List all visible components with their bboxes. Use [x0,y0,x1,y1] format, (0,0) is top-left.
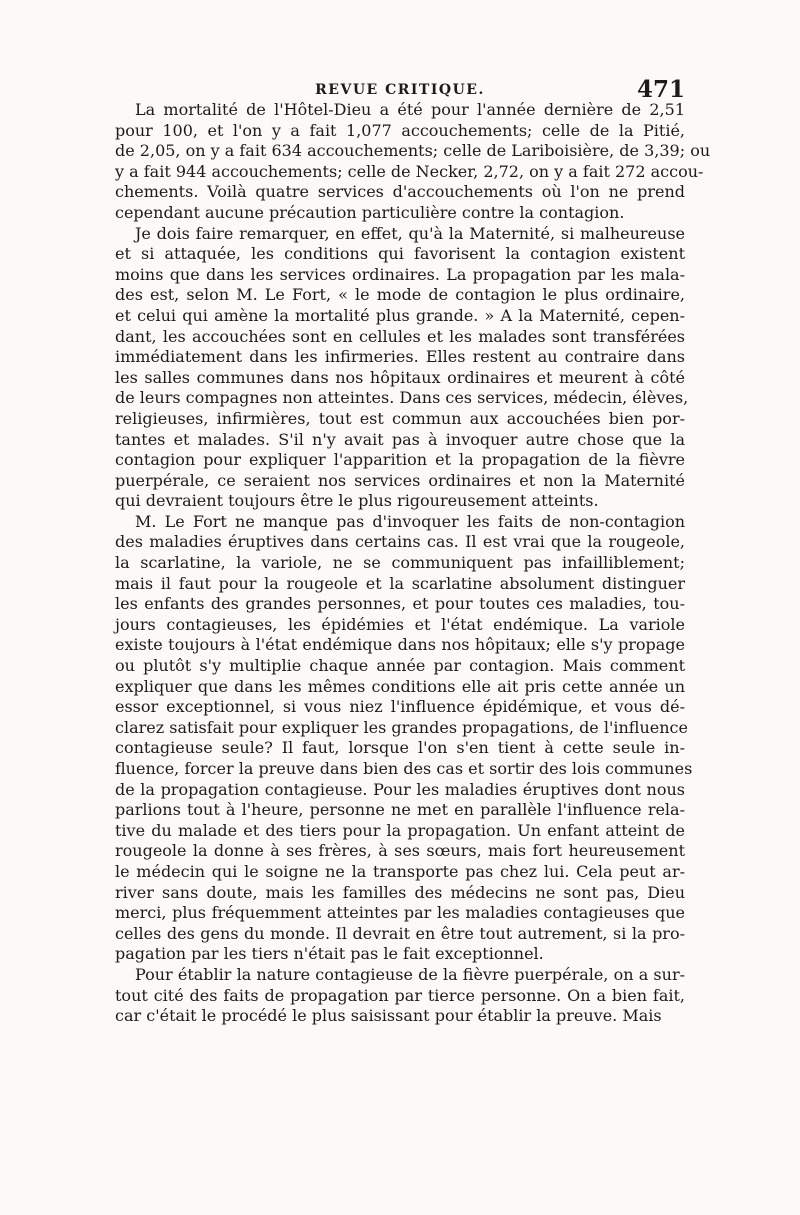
paragraph [115,965,685,1027]
text-line: pour 100, et l'on y a fait 1,077 accouchements; celle de la Pitié, [115,120,685,140]
text-line: des maladies éruptives dans certains cas. Il est vrai que la rougeole, [115,532,685,552]
text-line: dant, les accouchées sont en cellules et les malades sont transférées [115,326,685,346]
body-text [115,100,711,1027]
paragraph [115,511,693,965]
text-line: puerpérale, ce seraient nos services ordinaires et non la Maternité [115,470,685,490]
text-line: de leurs compagnes non atteintes. Dans ces services, médecin, élèves, [115,388,689,408]
text-line: y a fait 944 accouchements; celle de Necker, 2,72, on y a fait 272 accou- [115,161,704,181]
text-line: tout cité des faits de propagation par tierce personne. On a bien fait, [115,985,685,1005]
text-line: la scarlatine, la variole, ne se communiquent pas infailliblement; [115,553,685,573]
text-line: contagieuse seule? Il faut, lorsque l'on s'en tient à cette seule in- [115,738,685,758]
text-line: expliquer que dans les mêmes conditions elle ait pris cette année un [115,676,685,696]
paragraph [115,223,689,512]
paragraph [115,100,711,224]
text-line: contagion pour expliquer l'apparition et la propagation de la fièvre [115,450,685,470]
text-line: parlions tout à l'heure, personne ne met en parallèle l'influence rela- [115,800,685,820]
text-line: mais il faut pour la rougeole et la scarlatine absolument distinguer [115,573,685,593]
text-line: des est, selon M. Le Fort, « le mode de contagion le plus ordinaire, [115,285,685,305]
text-line: merci, plus fréquemment atteintes par les maladies contagieuses que [115,903,685,923]
text-line: M. Le Fort ne manque pas d'invoquer les faits de non-contagion [135,511,685,531]
text-line: fluence, forcer la preuve dans bien des cas et sortir des lois communes [115,759,693,778]
text-line: celles des gens du monde. Il devrait en être tout autrement, si la pro- [115,923,685,943]
running-head: REVUE CRITIQUE. [315,82,485,98]
text-line: cependant aucune précaution particulière contre la contagion. [115,202,625,222]
text-line: rougeole la donne à ses frères, à ses sœurs, mais fort heureusement [115,841,685,861]
text-line: religieuses, infirmières, tout est commun aux accouchées bien por- [115,408,685,428]
text-line: essor exceptionnel, si vous niez l'influence épidémique, et vous dé- [115,697,685,717]
text-line: La mortalité de l'Hôtel-Dieu a été pour l'année dernière de 2,51 [135,100,685,119]
text-line: moins que dans les services ordinaires. La propagation par les mala- [115,264,685,284]
text-line: le médecin qui le soigne ne la transporte pas chez lui. Cela peut ar- [115,861,685,881]
text-line: clarez satisfait pour expliquer les grandes propagations, de l'influence [115,717,688,737]
text-line: pagation par les tiers n'était pas le fait exceptionnel. [115,944,544,964]
text-line: car c'était le procédé le plus saisissant pour établir la preuve. Mais [115,1006,662,1026]
text-line: immédiatement dans les infirmeries. Elles restent au contraire dans [115,347,685,367]
text-line: existe toujours à l'état endémique dans nos hôpitaux; elle s'y propage [115,635,685,655]
text-line: chements. Voilà quatre services d'accouchements où l'on ne prend [115,182,685,202]
text-line: Je dois faire remarquer, en effet, qu'à la Maternité, si malheureuse [135,223,685,243]
text-line: de la propagation contagieuse. Pour les maladies éruptives dont nous [115,779,685,799]
text-line: Pour établir la nature contagieuse de la fièvre puerpérale, on a sur- [135,964,685,984]
text-line: de 2,05, on y a fait 634 accouchements; celle de Lariboisière, de 3,39; ou [115,141,711,161]
page-number: 471 [636,76,685,103]
text-line: jours contagieuses, les épidémies et l'état endémique. La variole [115,614,685,634]
text-line: les enfants des grandes personnes, et pour toutes ces maladies, tou- [115,594,685,614]
text-line: river sans doute, mais les familles des médecins ne sont pas, Dieu [115,882,685,902]
text-line: tantes et malades. S'il n'y avait pas à invoquer autre chose que la [115,429,685,449]
text-line: les salles communes dans nos hôpitaux ordinaires et meurent à côté [115,367,685,387]
text-line: tive du malade et des tiers pour la propagation. Un enfant atteint de [115,820,685,840]
text-line: qui devraient toujours être le plus rigoureusement atteints. [115,491,599,511]
text-line: et si attaquée, les conditions qui favorisent la contagion existent [115,244,685,264]
text-line: ou plutôt s'y multiplie chaque année par contagion. Mais comment [115,656,685,676]
text-line: et celui qui amène la mortalité plus grande. » A la Maternité, cepen- [115,305,685,325]
